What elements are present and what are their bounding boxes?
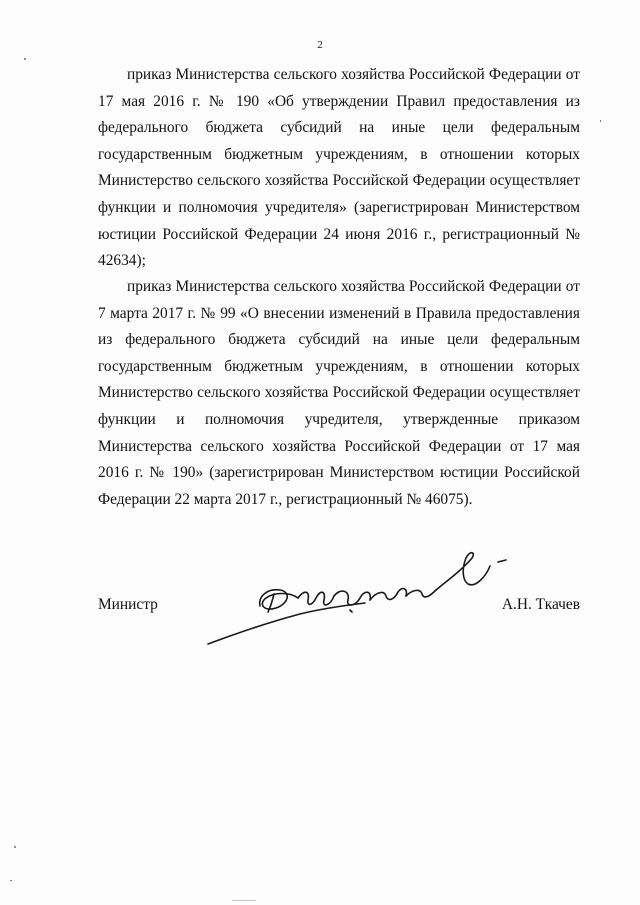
signatory-title: Министр (98, 596, 158, 613)
order-paragraph-2: приказ Министерства сельского хозяйства Российской Федерации от 7 марта 2017 г. № 99 «О внесении изменений в Правила предоставления из федерального бюджета субсидий на иные цели федеральным государственным бюджетным учреждениям, в отношении которых Министерство сельского хозяйства Российской Федерации осуществляет функции и полномочия учредителя, утвержденные приказом Министерства сельского хозяйства Российской Федерации от 17 мая 2016 г. № 190» (зарегистрирован Министерством юстиции Российской Федерации 22 марта 2017 г., регистрационный № 46075). (98, 278, 580, 508)
scan-speck (14, 846, 16, 848)
order-paragraph-1: приказ Министерства сельского хозяйства Российской Федерации от 17 мая 2016 г. № 190 «Об утверждении Правил предоставления из федерального бюджета субсидий на иные цели федеральным государственным бюджетным учреждениям, в отношении которых Министерство сельского хозяйства Российской Федерации осуществляет функции и полномочия учредителя» (зарегистрирован Министерством юстиции Российской Федерации 24 июня 2016 г., регистрационный № 42634); (98, 66, 580, 270)
scan-speck (232, 900, 256, 901)
scan-speck (24, 58, 26, 60)
signature-icon (200, 540, 520, 650)
page-number: 2 (317, 39, 323, 51)
signatory-name: А.Н. Ткачев (501, 596, 580, 613)
scan-speck (600, 120, 601, 122)
scan-speck (10, 880, 12, 881)
